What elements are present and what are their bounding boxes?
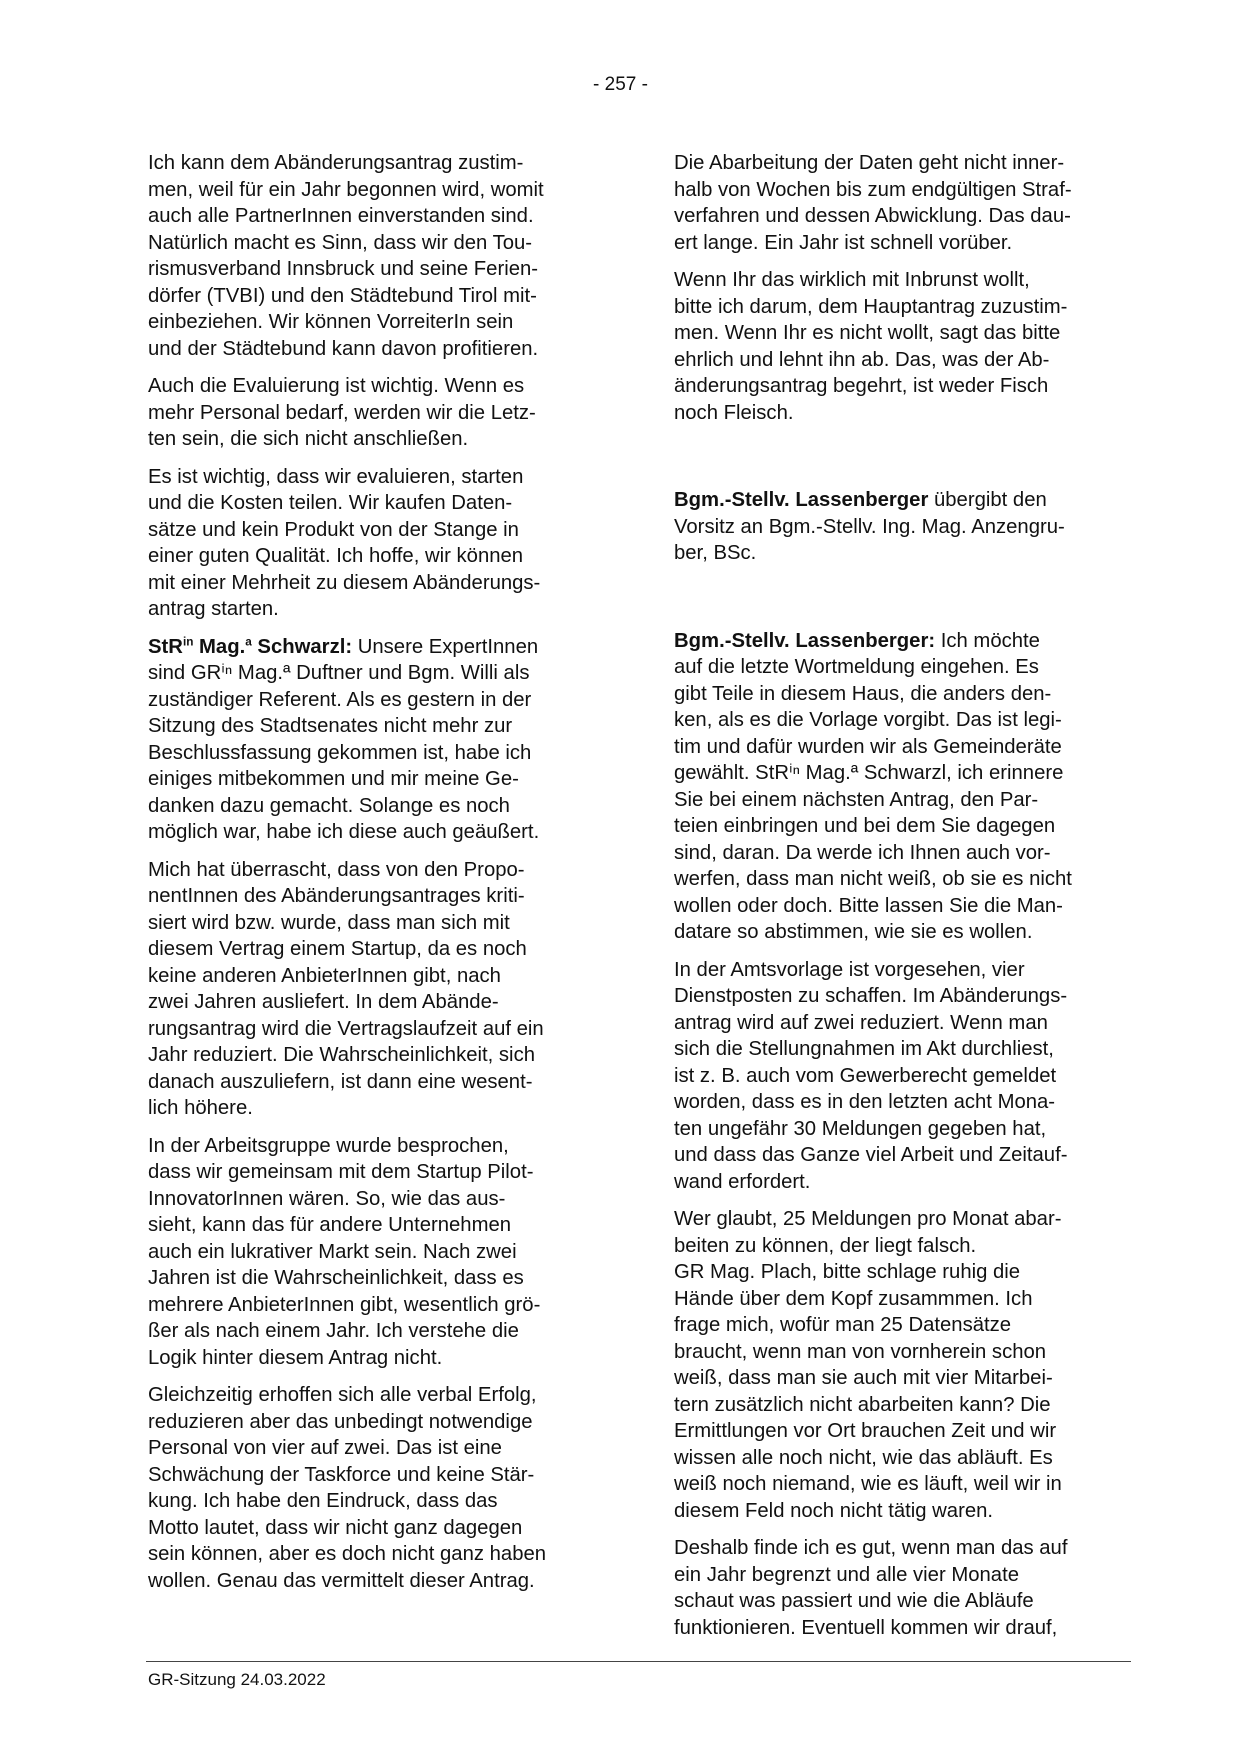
text-line: Vorsitz an Bgm.-Stellv. Ing. Mag. Anzengru- (674, 515, 1065, 538)
text-line: weiß noch niemand, wie es läuft, weil wir in (674, 1473, 1062, 1495)
text-line: sein können, aber es doch nicht ganz haben (148, 1543, 547, 1565)
text-line: schaut was passiert und wie die Abläufe (674, 1590, 1034, 1612)
text-line: Gleichzeitig erhoffen sich alle verbal Erfolg, (148, 1384, 537, 1406)
text-line: danken dazu gemacht. Solange es noch (148, 794, 510, 817)
text-line: funktionieren. Eventuell kommen wir drauf, (674, 1616, 1058, 1639)
text-line: ten ungefähr 30 Meldungen gegeben hat, (674, 1117, 1047, 1140)
text-line: und dass das Ganze viel Arbeit und Zeitauf- (674, 1144, 1068, 1166)
text-line: In der Amtsvorlage ist vorgesehen, vier (674, 958, 1025, 981)
text-line: halb von Wochen bis zum endgültigen Straf- (674, 178, 1072, 201)
text-line: In der Arbeitsgruppe wurde besprochen, (148, 1134, 509, 1157)
right-column (674, 150, 1134, 1652)
paragraph (148, 857, 610, 1122)
text-line: mehr Personal bedarf, werden wir die Letz- (148, 401, 536, 424)
text-line: Ich kann dem Abänderungsantrag zustim- (148, 152, 524, 174)
text-line: datare so abstimmen, wie sie es wollen. (674, 921, 1033, 943)
text-line: sich die Stellungnahmen im Akt durchliest, (674, 1038, 1054, 1060)
text-line: ken, als es die Vorlage vorgibt. Das ist legi- (674, 709, 1062, 731)
text-line: Schwächung der Taskforce und keine Stär- (148, 1463, 535, 1486)
speaker-name: StR$^{in}$ Mag.$^a$ Schwarzl: (148, 634, 353, 658)
text-line: ist z. B. auch vom Gewerberecht gemeldet (674, 1064, 1057, 1087)
text-line: Ermittlungen vor Ort brauchen Zeit und wir (674, 1420, 1057, 1442)
text-line: danach auszuliefern, ist dann eine wesent- (148, 1070, 533, 1093)
text-line: und der Städtebund kann davon profitieren. (148, 337, 539, 360)
text-line: Dienstposten zu schaffen. Im Abänderungs- (674, 985, 1068, 1007)
text-line: ber, BSc. (674, 542, 757, 564)
text-line: kung. Ich habe den Eindruck, dass das (148, 1490, 498, 1512)
text-line: auf die letzte Wortmeldung eingehen. Es (674, 656, 1039, 678)
chair-handover-paragraph (674, 487, 1134, 567)
paragraph (674, 267, 1134, 426)
text-line: rungsantrag wird die Vertragslaufzeit auf ein (148, 1017, 544, 1040)
paragraph (148, 150, 610, 362)
text-line: einer guten Qualität. Ich hoffe, wir können (148, 545, 524, 567)
text-line: zuständiger Referent. Als es gestern in der (148, 688, 532, 711)
text-line: Logik hinter diesem Antrag nicht. (148, 1346, 443, 1369)
text-line: StR$^{in}$ Mag.$^a$ Schwarzl: Unsere ExpertInnen (148, 634, 539, 658)
text-line: Beschlussfassung gekommen ist, habe ich (148, 741, 532, 764)
text-line: und die Kosten teilen. Wir kaufen Daten- (148, 492, 513, 514)
left-column (148, 150, 610, 1605)
text-line: nentInnen des Abänderungsantrages kriti- (148, 885, 525, 907)
text-line: Die Abarbeitung der Daten geht nicht inner- (674, 152, 1065, 174)
text-line: lich höhere. (148, 1097, 253, 1119)
text-line: Sie bei einem nächsten Antrag, den Par- (674, 788, 1039, 811)
text-line: Auch die Evaluierung ist wichtig. Wenn es (148, 375, 525, 397)
speaker-paragraph (674, 628, 1134, 946)
text-line: dörfer (TVBI) und den Städtebund Tirol mit- (148, 284, 537, 307)
text-line: wollen. Genau das vermittelt dieser Antrag. (148, 1569, 535, 1592)
text-line: ein Jahr begrenzt und alle vier Monate (674, 1563, 1019, 1586)
speaker-name: Bgm.-Stellv. Lassenberger (674, 489, 929, 511)
text-line: frage mich, wofür man 25 Datensätze (674, 1314, 1012, 1336)
text-line: verfahren und dessen Abwicklung. Das dau- (674, 205, 1071, 227)
paragraph (148, 1133, 610, 1372)
text-line: ert lange. Ein Jahr ist schnell vorüber. (674, 231, 1013, 254)
text-line: wand erfordert. (674, 1170, 811, 1193)
text-line: men. Wenn Ihr es nicht wollt, sagt das bitte (674, 322, 1061, 344)
text-line: GR Mag. Plach, bitte schlage ruhig die (674, 1261, 1021, 1283)
page-number: - 257 - (593, 74, 648, 95)
text-line: braucht, wenn man von vornherein schon (674, 1340, 1047, 1363)
text-line: ehrlich und lehnt ihn ab. Das, was der Ab- (674, 348, 1050, 371)
text-line: tim und dafür wurden wir als Gemeinderäte (674, 735, 1062, 758)
text-line: beiten zu können, der liegt falsch. (674, 1234, 977, 1257)
text-line: auch ein lukrativer Markt sein. Nach zwei (148, 1240, 517, 1263)
text-line: diesem Feld noch nicht tätig waren. (674, 1499, 994, 1522)
text-line: ßer als nach einem Jahr. Ich verstehe die (148, 1320, 519, 1342)
speaker-paragraph (148, 634, 610, 846)
text-line: Hände über dem Kopf zusammmen. Ich (674, 1287, 1033, 1310)
text-line: sätze und kein Produkt von der Stange in (148, 518, 519, 541)
text-line: sind, daran. Da werde ich Ihnen auch vor- (674, 841, 1051, 864)
text-line: Es ist wichtig, dass wir evaluieren, starten (148, 465, 524, 488)
footer-text: GR-Sitzung 24.03.2022 (148, 1670, 326, 1689)
text-line: Natürlich macht es Sinn, dass wir den Tou- (148, 231, 533, 254)
text-line: mehrere AnbieterInnen gibt, wesentlich grö- (148, 1293, 541, 1316)
text-line: Bgm.-Stellv. Lassenberger: Ich möchte (674, 629, 1040, 652)
text-line: antrag starten. (148, 598, 279, 620)
text-line: noch Fleisch. (674, 401, 794, 424)
text-line: teien einbringen und bei dem Sie dagegen (674, 815, 1056, 837)
spacer (674, 578, 1134, 628)
text-line: werfen, dass man nicht weiß, ob sie es nicht (674, 868, 1072, 890)
text-line: Personal von vier auf zwei. Das ist eine (148, 1437, 502, 1459)
text-line: dass wir gemeinsam mit dem Startup Pilot- (148, 1161, 534, 1183)
text-line: rismusverband Innsbruck und seine Ferien- (148, 258, 539, 280)
text-line: tern zusätzlich nicht abarbeiten kann? Die (674, 1393, 1051, 1416)
text-line: Motto lautet, dass wir nicht ganz dagegen (148, 1516, 523, 1539)
text-line: men, weil für ein Jahr begonnen wird, womit (148, 178, 544, 201)
text-line: weiß, dass man sie auch mit vier Mitarbei- (674, 1367, 1053, 1389)
text-line: worden, dass es in den letzten acht Mona- (674, 1091, 1056, 1113)
text-line: wollen oder doch. Bitte lassen Sie die Man- (674, 894, 1063, 917)
text-line: siert wird bzw. wurde, dass man sich mit (148, 911, 510, 934)
paragraph (674, 150, 1134, 256)
text-line: Bgm.-Stellv. Lassenberger übergibt den (674, 489, 1047, 511)
text-line: ten sein, die sich nicht anschließen. (148, 428, 469, 450)
text-line: zwei Jahren ausliefert. In dem Abände- (148, 991, 499, 1013)
text-line: gewählt. StRⁱⁿ Mag.ª Schwarzl, ich erinnere (674, 762, 1064, 784)
paragraph (674, 1206, 1134, 1524)
text-line: Sitzung des Stadtsenates nicht mehr zur (148, 715, 513, 737)
text-line: diesem Vertrag einem Startup, da es noch (148, 938, 527, 960)
text-line: änderungsantrag begehrt, ist weder Fisch (674, 375, 1049, 397)
text-line: Wer glaubt, 25 Meldungen pro Monat abar- (674, 1208, 1062, 1230)
text-line: Wenn Ihr das wirklich mit Inbrunst wollt, (674, 269, 1030, 291)
paragraph (148, 1382, 610, 1594)
speaker-name: Bgm.-Stellv. Lassenberger: (674, 629, 936, 652)
text-line: antrag wird auf zwei reduziert. Wenn man (674, 1011, 1048, 1034)
text-line: einiges mitbekommen und mir meine Ge- (148, 768, 519, 790)
text-line: sind GRⁱⁿ Mag.ª Duftner und Bgm. Willi als (148, 662, 530, 684)
text-line: InnovatorInnen wären. So, wie das aus- (148, 1187, 506, 1210)
text-line: auch alle PartnerInnen einverstanden sind. (148, 205, 534, 227)
text-line: gibt Teile in diesem Haus, die anders den- (674, 682, 1052, 705)
text-line: mit einer Mehrheit zu diesem Abänderungs- (148, 571, 541, 594)
text-line: Deshalb finde ich es gut, wenn man das auf (674, 1537, 1068, 1559)
text-line: keine anderen AnbieterInnen gibt, nach (148, 964, 501, 987)
paragraph (148, 464, 610, 623)
paragraph (674, 957, 1134, 1196)
text-line: einbeziehen. Wir können VorreiterIn sein (148, 311, 514, 333)
footer-divider (146, 1661, 1131, 1662)
paragraph (148, 373, 610, 453)
text-line: möglich war, habe ich diese auch geäußert. (148, 821, 540, 843)
text-line: Jahr reduziert. Die Wahrscheinlichkeit, sich (148, 1044, 535, 1066)
text-line: sieht, kann das für andere Unternehmen (148, 1214, 512, 1236)
text-line: wissen alle noch nicht, wie das abläuft. Es (674, 1446, 1053, 1469)
text-line: Jahren ist die Wahrscheinlichkeit, dass es (148, 1267, 524, 1289)
text-line: reduzieren aber das unbedingt notwendige (148, 1410, 533, 1433)
paragraph (674, 1535, 1134, 1641)
text-line: bitte ich darum, dem Hauptantrag zuzustim- (674, 295, 1068, 318)
text-line: Mich hat überrascht, dass von den Propo- (148, 858, 525, 881)
spacer (674, 437, 1134, 487)
